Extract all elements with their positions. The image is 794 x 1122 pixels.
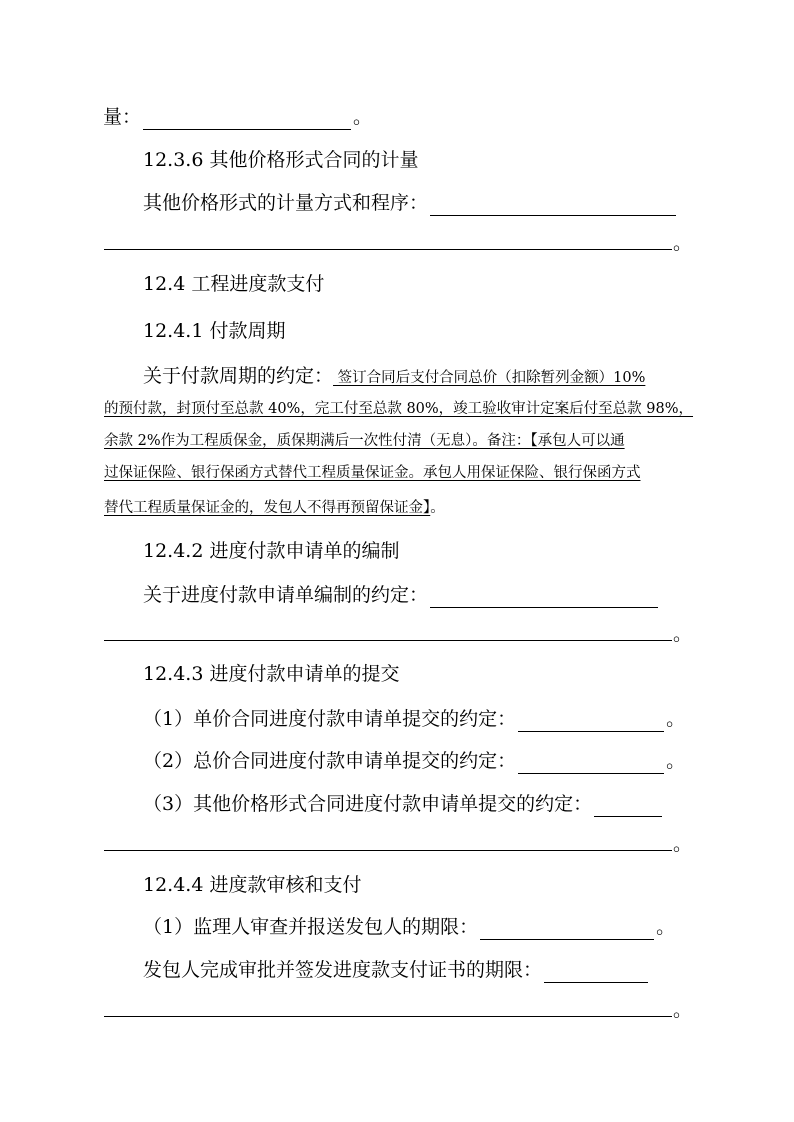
other-price-submit-blank[interactable] xyxy=(594,796,662,817)
employer-approval-line xyxy=(143,957,650,983)
measure-line xyxy=(103,104,372,130)
payment-cycle-text-line: 余款 2%作为工程质保金，质保期满后一次性付清（无息）。备注：【承包人可以通 xyxy=(104,433,625,449)
period: 。 xyxy=(666,750,686,772)
period: 。 xyxy=(656,916,676,938)
lump-sum-submit-blank[interactable] xyxy=(518,753,664,774)
heading-12-4-3: 12.4.3 进度付款申请单的提交 xyxy=(143,663,400,685)
progress-application-compile-label: 关于进度付款申请单编制的约定： xyxy=(143,584,429,606)
progress-application-compile-blank[interactable] xyxy=(430,587,658,608)
measure-label: 量： xyxy=(103,106,142,128)
heading-12-4-4: 12.4.4 进度款审核和支付 xyxy=(143,874,362,896)
employer-approval-label: 发包人完成审批并签发进度款支付证书的期限： xyxy=(143,959,543,981)
unit-price-submit-blank[interactable] xyxy=(518,711,664,732)
other-price-measure-blank[interactable] xyxy=(430,195,676,216)
payment-cycle-filled-text: 签订合同后支付合同总价（扣除暂列金额）10% xyxy=(333,370,646,386)
continuation-blank[interactable] xyxy=(104,850,672,851)
continuation-blank[interactable] xyxy=(104,249,672,250)
lump-sum-submit-label: （2）总价合同进度付款申请单提交的约定： xyxy=(143,750,517,772)
payment-cycle-text-line: 的预付款，封顶付至总款 40%，完工付至总款 80%，竣工验收审计定案后付至总款 98%， xyxy=(104,401,694,417)
period: 。 xyxy=(673,232,693,254)
other-price-submit-line xyxy=(143,791,664,817)
supervisor-review-blank[interactable] xyxy=(480,919,654,940)
period: 。 xyxy=(673,833,693,855)
heading-12-3-6: 12.3.6 其他价格形式合同的计量 xyxy=(143,149,419,171)
period: 。 xyxy=(666,708,686,730)
period: 。 xyxy=(353,106,373,128)
employer-approval-blank[interactable] xyxy=(544,962,648,983)
period: 。 xyxy=(673,999,693,1021)
unit-price-submit-line xyxy=(143,706,685,732)
progress-application-compile-line xyxy=(143,582,660,608)
unit-price-submit-label: （1）单价合同进度付款申请单提交的约定： xyxy=(143,708,517,730)
continuation-blank[interactable] xyxy=(104,640,672,641)
supervisor-review-line xyxy=(143,914,675,940)
measure-blank[interactable] xyxy=(143,109,351,130)
heading-12-4: 12.4 工程进度款支付 xyxy=(143,273,325,295)
payment-cycle-text: 替代工程质量保证金的，发包人不得再预留保证金】 xyxy=(104,500,431,516)
other-price-measure-line xyxy=(143,190,678,216)
heading-12-4-2: 12.4.2 进度付款申请单的编制 xyxy=(143,540,400,562)
period: 。 xyxy=(673,623,693,645)
payment-cycle-label-line xyxy=(143,363,645,391)
payment-cycle-label: 关于付款周期的约定： xyxy=(143,365,334,387)
lump-sum-submit-line xyxy=(143,748,685,774)
payment-cycle-text-line-last xyxy=(104,497,445,519)
continuation-blank[interactable] xyxy=(104,1016,672,1017)
payment-cycle-text-line: 过保证保险、银行保函方式替代工程质量保证金。承包人用保证保险、银行保函方式 xyxy=(104,465,641,481)
supervisor-review-label: （1）监理人审查并报送发包人的期限： xyxy=(143,916,479,938)
other-price-submit-label: （3）其他价格形式合同进度付款申请单提交的约定： xyxy=(143,793,593,815)
other-price-measure-label: 其他价格形式的计量方式和程序： xyxy=(143,192,429,214)
heading-12-4-1: 12.4.1 付款周期 xyxy=(143,320,286,342)
period: 。 xyxy=(430,500,445,516)
